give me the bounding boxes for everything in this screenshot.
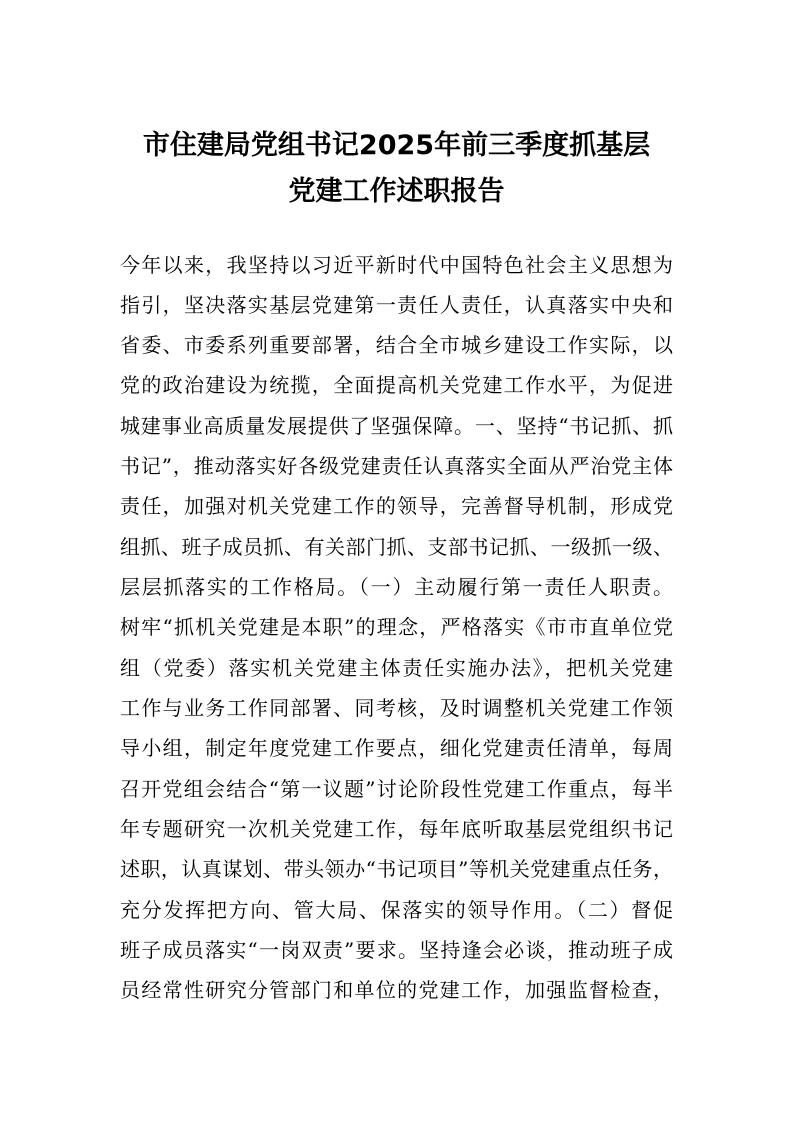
body-line: 充分发挥把方向、管大局、保落实的领导作用。（二）督促 bbox=[120, 898, 673, 922]
body-line: 层层抓落实的工作格局。（一）主动履行第一责任人职责。 bbox=[120, 575, 673, 599]
document-title-line-2: 党建工作述职报告 bbox=[288, 176, 505, 207]
document-title-line-1: 市住建局党组书记2025年前三季度抓基层 bbox=[142, 130, 651, 161]
body-line: 城建事业高质量发展提供了坚强保障。一、坚持“书记抓、抓 bbox=[120, 414, 673, 438]
body-line: 导小组，制定年度党建工作要点，细化党建责任清单，每周 bbox=[120, 736, 673, 760]
body-line: 今年以来，我坚持以习近平新时代中国特色社会主义思想为 bbox=[120, 253, 673, 277]
body-line: 党的政治建设为统揽，全面提高机关党建工作水平，为促进 bbox=[120, 373, 673, 397]
body-line: 组抓、班子成员抓、有关部门抓、支部书记抓、一级抓一级、 bbox=[120, 535, 673, 559]
body-line: 组（党委）落实机关党建主体责任实施办法》，把机关党建 bbox=[120, 656, 673, 680]
body-line: 工作与业务工作同部署、同考核，及时调整机关党建工作领 bbox=[120, 696, 673, 720]
body-line: 书记”，推动落实好各级党建责任认真落实全面从严治党主体 bbox=[120, 454, 673, 478]
body-line: 员经常性研究分管部门和单位的党建工作，加强监督检查， bbox=[120, 978, 673, 1002]
body-line: 树牢“抓机关党建是本职”的理念，严格落实《市市直单位党 bbox=[120, 615, 673, 639]
body-line: 召开党组会结合“第一议题”讨论阶段性党建工作重点，每半 bbox=[120, 777, 673, 801]
body-line: 年专题研究一次机关党建工作，每年底听取基层党组织书记 bbox=[120, 817, 673, 841]
body-line: 指引，坚决落实基层党建第一责任人责任，认真落实中央和 bbox=[120, 293, 673, 317]
body-line: 责任，加强对机关党建工作的领导，完善督导机制，形成党 bbox=[120, 494, 673, 518]
body-line: 述职，认真谋划、带头领办“书记项目”等机关党建重点任务， bbox=[120, 857, 673, 881]
body-line: 省委、市委系列重要部署，结合全市城乡建设工作实际，以 bbox=[120, 333, 673, 357]
body-line: 班子成员落实“一岗双责”要求。坚持逢会必谈，推动班子成 bbox=[120, 938, 673, 962]
